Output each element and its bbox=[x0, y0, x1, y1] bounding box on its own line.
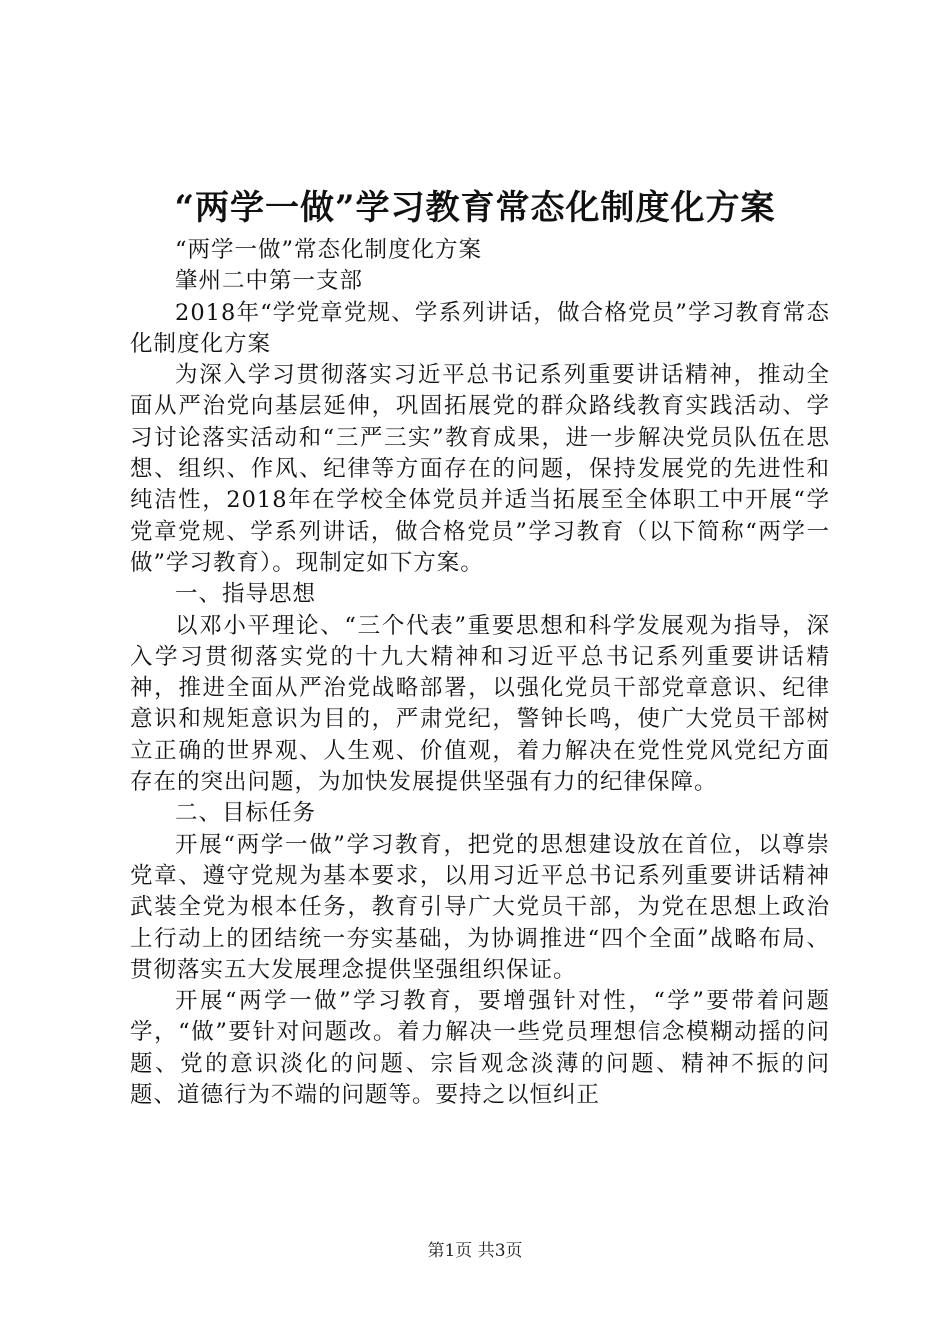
page-number-footer: 第1页 共3页 bbox=[427, 1241, 523, 1261]
document-body bbox=[130, 235, 830, 1111]
goals-paragraph-1: 开展“两学一做”学习教育，把党的思想建设放在首位，以尊崇党章、遵守党规为基本要求，以用习近平总书记系列重要讲话精神武装全党为根本任务，教育引导广大党员干部，为党在思想上政治上行动上的团结统一夯实基础，为协调推进“四个全面”战略布局、贯彻落实五大发展理念提供坚强组织保证。 bbox=[130, 831, 830, 983]
organization-paragraph: 肇州二中第一支部 bbox=[175, 268, 364, 295]
subtitle-paragraph: “两学一做”常态化制度化方案 bbox=[175, 237, 483, 263]
goals-paragraph-2: 开展“两学一做”学习教育，要增强针对性，“学”要带着问题学，“做”要针对问题改。着力解决一些党员理想信念模糊动摇的问题、党的意识淡化的问题、宗旨观念淡薄的问题、精神不振的问题、道德行为不端的问题等。要持之以恒纠正 bbox=[130, 988, 830, 1109]
section-heading-goals: 二、目标任务 bbox=[175, 800, 317, 827]
section-heading-guiding-thought: 一、指导思想 bbox=[175, 581, 317, 608]
intro-paragraph: 为深入学习贯彻落实习近平总书记系列重要讲话精神，推动全面从严治党向基层延伸，巩固拓展党的群众路线教育实践活动、学习讨论落实活动和“三严三实”教育成果，进一步解决党员队伍在思想、组织、作风、纪律等方面存在的问题，保持发展党的先进性和纯洁性，2018年在学校全体党员并适当拓展至全体职工中开展“学党章党规、学系列讲话，做合格党员”学习教育（以下简称“两学一做”学习教育）。现制定如下方案。 bbox=[130, 362, 830, 576]
guiding-thought-paragraph: 以邓小平理论、“三个代表”重要思想和科学发展观为指导，深入学习贯彻落实党的十九大精神和习近平总书记系列重要讲话精神，推进全面从严治党战略部署，以强化党员干部党章意识、纪律意识和规矩意识为目的，严肃党纪，警钟长鸣，使广大党员干部树立正确的世界观、人生观、价值观，着力解决在党性党风党纪方面存在的突出问题，为加快发展提供坚强有力的纪律保障。 bbox=[130, 612, 830, 796]
document-title: “两学一做”学习教育常态化制度化方案 bbox=[174, 188, 776, 228]
plan-name-paragraph: 2018年“学党章党规、学系列讲话，做合格党员”学习教育常态化制度化方案 bbox=[130, 299, 830, 357]
